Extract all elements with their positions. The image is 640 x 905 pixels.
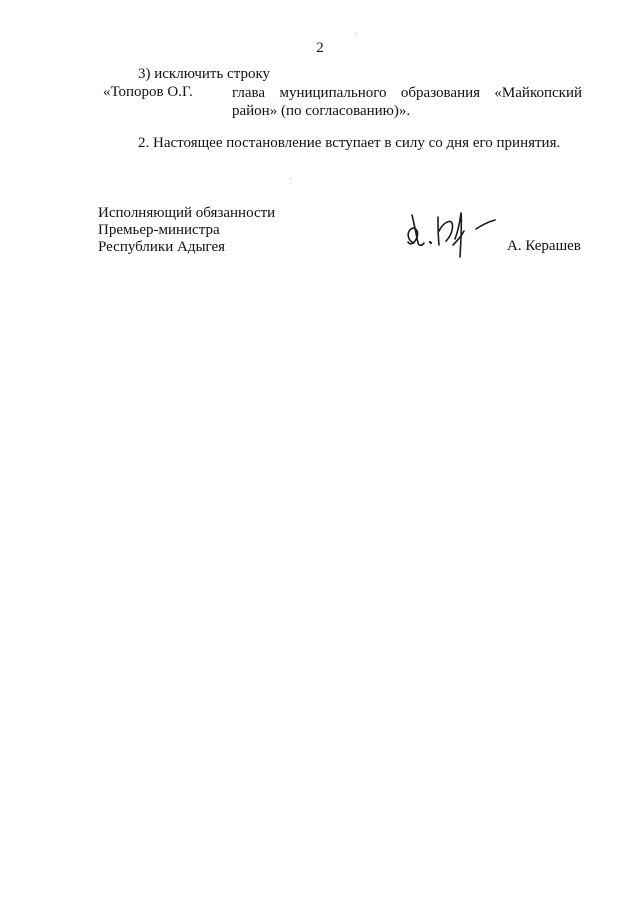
signer-name: А. Керашев <box>507 238 581 254</box>
page-number: 2 <box>316 40 324 56</box>
excluded-row-name: «Топоров О.Г. <box>103 84 193 100</box>
signer-title-block <box>98 205 275 256</box>
signer-title-line-2: Премьер-министра <box>98 222 220 238</box>
excluded-row-position: глава муниципального образования «Майкопский район» (по согласованию)». <box>232 85 582 119</box>
handwritten-signature <box>400 205 505 265</box>
scan-speck <box>355 33 356 34</box>
clause-2: 2. Настоящее постановление вступает в силу со дня его принятия. <box>138 135 561 151</box>
scan-speck <box>290 178 291 179</box>
signer-title-line-1: Исполняющий обязанности <box>98 205 276 221</box>
signer-title-line-3: Республики Адыгея <box>98 239 226 255</box>
item-3-intro: 3) исключить строку <box>138 66 271 82</box>
